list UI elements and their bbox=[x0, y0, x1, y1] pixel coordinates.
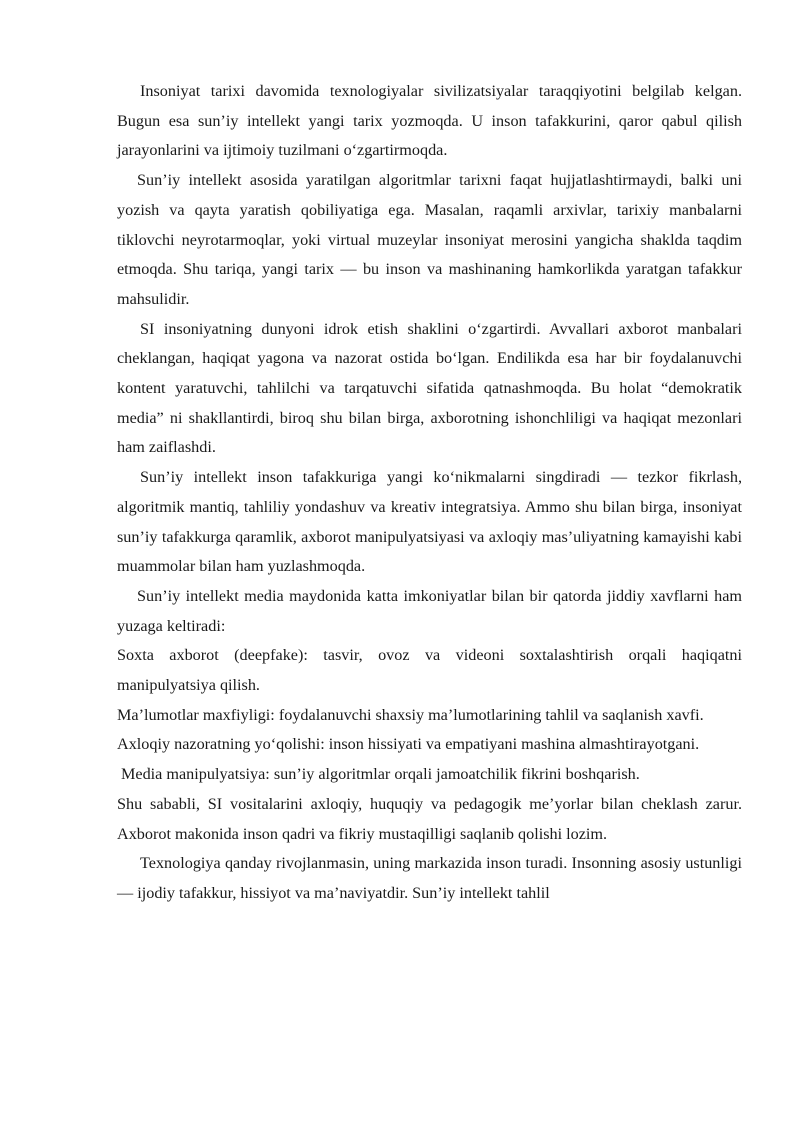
document-body bbox=[117, 77, 742, 909]
list-item-data-privacy: Ma’lumotlar maxfiyligi: foydalanuvchi shaxsiy ma’lumotlarining tahlil va saqlanish xavfi. bbox=[117, 705, 704, 724]
paragraph-algorithms: Sun’iy intellekt asosida yaratilgan algoritmlar tarixni faqat hujjatlashtirmaydi, balki uni yozish va qayta yaratish qobiliyatiga ega. Masalan, raqamli arxivlar, tarixiy manbalarni tiklovchi neyrotarmoqlar, yoki virtual muzeylar insoniyat merosini yangicha shaklda taqdim etmoqda. Shu tariqa, yangi tarix — bu inson va mashinaning hamkorlikda yaratgan tafakkur mahsulidir. bbox=[117, 171, 742, 308]
paragraph-regulation: Shu sababli, SI vositalarini axloqiy, huquqiy va pedagogik me’yorlar bilan cheklash zarur. Axborot makonida inson qadri va fikriy mustaqilligi saqlanib qolishi lozim. bbox=[117, 794, 742, 843]
list-item-ethical-control: Axloqiy nazoratning yo‘qolishi: inson hissiyati va empatiyani mashina almashtirayotgani. bbox=[117, 735, 700, 754]
paragraph-perception: SI insoniyatning dunyoni idrok etish shaklini o‘zgartirdi. Avvallari axborot manbalari cheklangan, haqiqat yagona va nazorat ostida bo‘lgan. Endilikda esa har bir foydalanuvchi kontent yaratuvchi, tahlilchi va tarqatuvchi sifatida qatnashmoqda. Bu holat “demokratik media” ni shakllantirdi, biroq shu bilan birga, axborotning ishonchliligi va haqiqat mezonlari ham zaiflashdi. bbox=[117, 319, 742, 457]
paragraph-human-centered: Texnologiya qanday rivojlanmasin, uning markazida inson turadi. Insonning asosiy ustunligi — ijodiy tafakkur, hissiyot va ma’naviyatdir. Sun’iy intellekt tahlil bbox=[117, 854, 742, 902]
list-item-deepfake: Soxta axborot (deepfake): tasvir, ovoz va videoni soxtalashtirish orqali haqiqatni manipulyatsiya qilish. bbox=[117, 646, 742, 695]
paragraph-intro: Insoniyat tarixi davomida texnologiyalar sivilizatsiyalar taraqqiyotini belgilab kelgan. Bugun esa sun’iy intellekt yangi tarix yozmoqda. U inson tafakkurini, qaror qabul qilish jarayonlarini va ijtimoiy tuzilmani o‘zgartirmoqda. bbox=[117, 82, 742, 160]
paragraph-thinking-skills: Sun’iy intellekt inson tafakkuriga yangi ko‘nikmalarni singdiradi — tezkor fikrlash, algoritmik mantiq, tahliliy yondashuv va kreativ integratsiya. Ammo shu bilan birga, insoniyat sun’iy tafakkurga qaramlik, axborot manipulyatsiyasi va axloqiy mas’uliyatning kamayishi kabi muammolar bilan ham yuzlashmoqda. bbox=[117, 468, 742, 576]
list-item-media-manipulation: Media manipulyatsiya: sun’iy algoritmlar orqali jamoatchilik fikrini boshqarish. bbox=[121, 765, 640, 784]
paragraph-media-risks-intro: Sun’iy intellekt media maydonida katta imkoniyatlar bilan bir qatorda jiddiy xavflarni ham yuzaga keltiradi: bbox=[117, 586, 742, 635]
